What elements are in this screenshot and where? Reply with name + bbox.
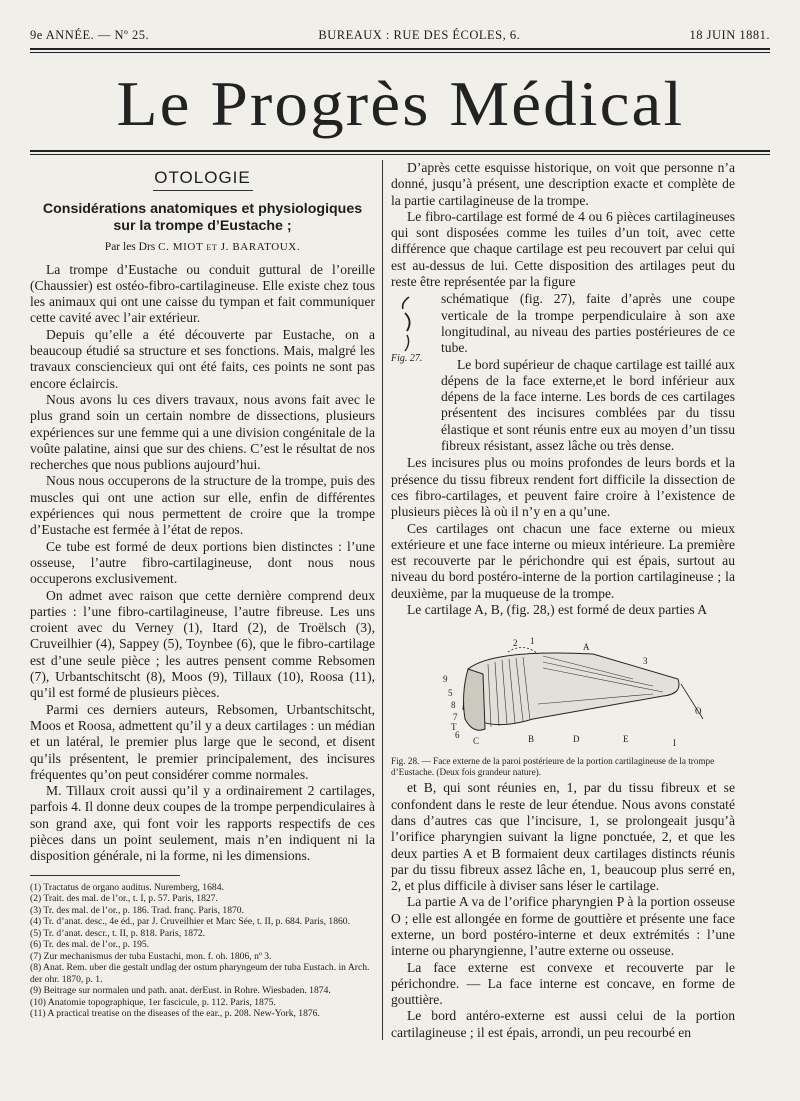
footnote: (11) A practical treatise on the diseases of the ear., p. 208. New-York, 1876. bbox=[30, 1008, 320, 1020]
figure-28-label: 2 bbox=[513, 638, 518, 649]
figure-28-label: D bbox=[573, 734, 580, 745]
figure-27-label: Fig. 27. bbox=[391, 353, 423, 365]
body-paragraph: La face externe est convexe et recouverte par le périchondre. — La face interne est concave, en forme de gouttière. bbox=[391, 959, 735, 1008]
bureau-address: BUREAUX : RUE DES ÉCOLES, 6. bbox=[318, 28, 521, 42]
right-column bbox=[391, 160, 735, 1041]
byline-authors: C. MIOT et J. BARATOUX. bbox=[158, 241, 301, 254]
footnote: (2) Trait. des mal. de l’or., t. I, p. 57. Paris, 1827. bbox=[30, 893, 218, 905]
figure-28-label: A bbox=[583, 642, 590, 653]
figure-28-label: O bbox=[695, 706, 702, 717]
figure-28-label: E bbox=[623, 734, 629, 745]
body-paragraph: Le fibro-cartilage est formé de 4 ou 6 pièces cartilagineuses qui sont disposées comme les tuiles d’un toit, avec cette différence que chaque cartilage est peu recouvert par celui qui est au-dessus de lui. Cette disposition des artilages peut du reste être représentée par la figure bbox=[391, 208, 735, 290]
footnote: (8) Anat. Rem. uber die gestalt undlag der ostum pharyngeum der tuba Eustach. in Arch. der ohr. 1870, p. 1. bbox=[30, 962, 370, 985]
body-paragraph: Les incisures plus ou moins profondes de leurs bords et la présence du tissu fibreux rendent fort difficile la dissection de ces fibro-cartilages, et peuvent faire croire à l’existence de plusieurs pièces là où il n’y en a qu’une. bbox=[391, 455, 735, 520]
masthead bbox=[30, 66, 770, 142]
footnote: (5) Tr. d’anat. descr., t. II, p. 818. Paris, 1872. bbox=[30, 927, 206, 939]
figure-28-label: 6 bbox=[455, 730, 460, 741]
footnote: (6) Tr. des mal. de l’or., p. 195. bbox=[30, 939, 150, 951]
column-divider bbox=[382, 160, 383, 1040]
section-rule bbox=[153, 190, 253, 191]
issue-number: 9e ANNÉE. — Nº 25. bbox=[30, 28, 150, 42]
body-paragraph: Nous avons lu ces divers travaux, nous avons fait avec le plus grand soin un certain nombre de dissections, plusieurs expériences sur une femme qui a une division congénitale de la voûte palatine, ainsi que sur des chiens. C’est le résultat de nos recherches que nous publions aujourd’hui. bbox=[30, 391, 375, 473]
body-paragraph: Parmi ces derniers auteurs, Rebsomen, Urbantschitscht, Moos et Roosa, admettent qu’il y a deux cartilages : un médian et un latéral, le premier plus large que le second, et disent qu’ils présentent, le premier principalement, des incisures fréquentes qu’on peut considérer comme normales. bbox=[30, 701, 375, 782]
body-paragraph: Ce tube est formé de deux portions bien distinctes : l’une osseuse, l’autre fibro-cartilagineuse, dont nous nous occuperons exclusivement. bbox=[30, 538, 375, 587]
figure-28-label: T bbox=[451, 722, 457, 733]
body-paragraph: La trompe d’Eustache ou conduit guttural de l’oreille (Chaussier) est ostéo-fibro-cartilagineuse. Elle existe chez tous les animaux qui ont une caisse du tympan et fait communiquer cette cavité avec l’air extérieur. bbox=[30, 261, 375, 326]
figure-28-drawing bbox=[413, 624, 713, 754]
body-paragraph: Ces cartilages ont chacun une face externe ou mieux extérieure et une face interne ou mieux intérieure. La première est recouverte par le périchondre qui est épais, surtout au niveau du bord postéro-interne de la portion cartilagineuse ; la deuxième, par la muqueuse de la trompe. bbox=[391, 520, 735, 601]
footnote: (4) Tr. d’anat. desc., 4e éd., par J. Cruveilhier et Marc Sée, t. II, p. 684. Paris, 1860. bbox=[30, 916, 350, 928]
schema-text bbox=[441, 291, 735, 454]
right-body-c bbox=[391, 780, 735, 1041]
body-paragraph: M. Tillaux croit aussi qu’il y a ordinairement 2 cartilages, parfois 4. Il donne deux coupes de la trompe perpendiculaires à son grand axe, qui font voir les rapports respectifs de ces pièces dans un point seulement, mais n’en indiquent ni la disposition générale, ni la forme, ni les dimensions. bbox=[30, 783, 375, 864]
masthead-title: Le Progrès Médical bbox=[116, 68, 684, 139]
left-column bbox=[30, 160, 375, 1020]
schema-paragraph: schématique (fig. 27), faite d’après une coupe verticale de la trompe perpendiculaire à son axe longitudinal, au niveau des parties postérieures de ce tube. bbox=[441, 291, 735, 356]
figure-28-caption: Fig. 28. — Face externe de la paroi postérieure de la portion cartilagineuse de la trompe d’Eustache. (Deux fois grandeur nature). bbox=[391, 756, 715, 778]
figure-27 bbox=[391, 291, 441, 365]
body-paragraph: La partie A va de l’orifice pharyngien P à la portion osseuse O ; elle est allongée en forme de gouttière et présente une face externe, un bord postéro-interne et deux extrémités : l’une interne ou pharyngienne, l’autre externe ou osseuse. bbox=[391, 894, 735, 959]
issue-date: 18 JUIN 1881. bbox=[689, 28, 770, 42]
figure-28 bbox=[391, 624, 735, 778]
schema-paragraph-2: Le bord supérieur de chaque cartilage est taillé aux dépens de la face externe,et le bord inférieur aux dépens de la face interne. Les bords de ces cartilages présentent des incisures comblées par du tissu élastique et sont réunis entre eux au moyen d’un tissu fibreux résistant, assez lâche ou très dense. bbox=[441, 356, 735, 454]
figure-28-label: 7 bbox=[453, 712, 458, 723]
byline bbox=[30, 239, 375, 255]
masthead-rule bbox=[30, 150, 770, 152]
figure-28-label: 9 bbox=[443, 674, 448, 685]
body-paragraph: D’après cette esquisse historique, on voit que personne n’a donné, jusqu’à présent, une description exacte et complète de la partie cartilagineuse de la trompe. bbox=[391, 160, 735, 208]
section-title: OTOLOGIE bbox=[154, 168, 251, 187]
header-rule-thin bbox=[30, 52, 770, 53]
body-paragraph: Le cartilage A, B, (fig. 28,) est formé de deux parties A bbox=[407, 602, 708, 618]
footnote: (9) Beitrage sur normalen und path. anat. derEust. in Rohre. Wiesbaden. 1874. bbox=[30, 985, 331, 997]
left-body bbox=[30, 262, 375, 865]
footnote: (10) Anatomie topographique, 1er fascicule, p. 112. Paris, 1875. bbox=[30, 996, 276, 1008]
footnotes bbox=[30, 882, 375, 1020]
footnote: (3) Tr. des mal. de l’or., p. 186. Trad. franç. Paris, 1870. bbox=[30, 904, 244, 916]
figure-28-label: 1 bbox=[530, 636, 535, 647]
footnote: (7) Zur mechanismus der tuba Eustachi, mon. f. oh. 1806, nº 3. bbox=[30, 950, 272, 962]
right-body-b bbox=[391, 455, 735, 618]
figure-28-label: 5 bbox=[448, 688, 453, 699]
byline-prefix: Par les Drs bbox=[104, 241, 156, 254]
header-rule bbox=[30, 48, 770, 50]
issue-header bbox=[30, 28, 770, 43]
body-paragraph: Depuis qu’elle a été découverte par Eustache, on a beaucoup étudié sa structure et ses fonctions. Mais, malgré les travaux consciencieux qui ont été faits, ces points ne sont pas encore éclaircis. bbox=[30, 326, 375, 391]
article-title: Considérations anatomiques et physiologiques sur la trompe d’Eustache ; bbox=[42, 201, 363, 235]
body-paragraph: On admet avec raison que cette dernière comprend deux parties : l’une fibro-cartilagineuse, l’autre fibreuse. Les uns croient avec du Verney (1), Itard (2), de Troëlsch (3), Cruveilhier (4), Sappey (5), Toynbee (6), que le fibro-cartilage est d’une seule pièce ; les autres pensent comme Rebsomen (7), Urbantschitscht (8), Moos (9), Tillaux (10), Roosa (11), qu’il est formé de plusieurs pièces. bbox=[30, 587, 375, 701]
figure-28-label: 8 bbox=[451, 700, 456, 711]
masthead-rule-thin bbox=[30, 154, 770, 155]
body-paragraph: Nous nous occuperons de la structure de la trompe, puis des muscles qui ont une action sur elle, enfin de différentes expériences qui nous permettent de croire que la trompe d’Eustache est fermée à l’état de repos. bbox=[30, 473, 375, 538]
figure-27-block bbox=[391, 291, 735, 454]
right-body-a bbox=[391, 160, 735, 290]
figure-28-label: B bbox=[528, 734, 535, 745]
body-paragraph: et B, qui sont réunies en, 1, par du tissu fibreux et se confondent dans le reste de leur étendue. Nous avons constaté dans d’autres cas que l’incisure, 1, se prolongeait jusqu’à l’orifice pharyngien suivant la ligne ponctuée, 2, et que les deux parties A et B formaient deux cartilages distincts réunis par du tissu fibreux assez lâche en, 1, beaucoup plus serré en, 2, et plus difficile à diviser sans léser le cartilage. bbox=[391, 780, 735, 894]
footnote-rule bbox=[30, 875, 180, 876]
figure-28-label: C bbox=[473, 736, 480, 747]
figure-28-label: 3 bbox=[643, 656, 648, 667]
footnote: (1) Tractatus de organo auditus. Nuremberg, 1684. bbox=[30, 881, 224, 893]
figure-28-label: I bbox=[673, 738, 676, 749]
body-paragraph: Le bord antéro-externe est aussi celui de la portion cartilagineuse ; il est épais, arrondi, un peu recourbé en bbox=[391, 1008, 735, 1040]
